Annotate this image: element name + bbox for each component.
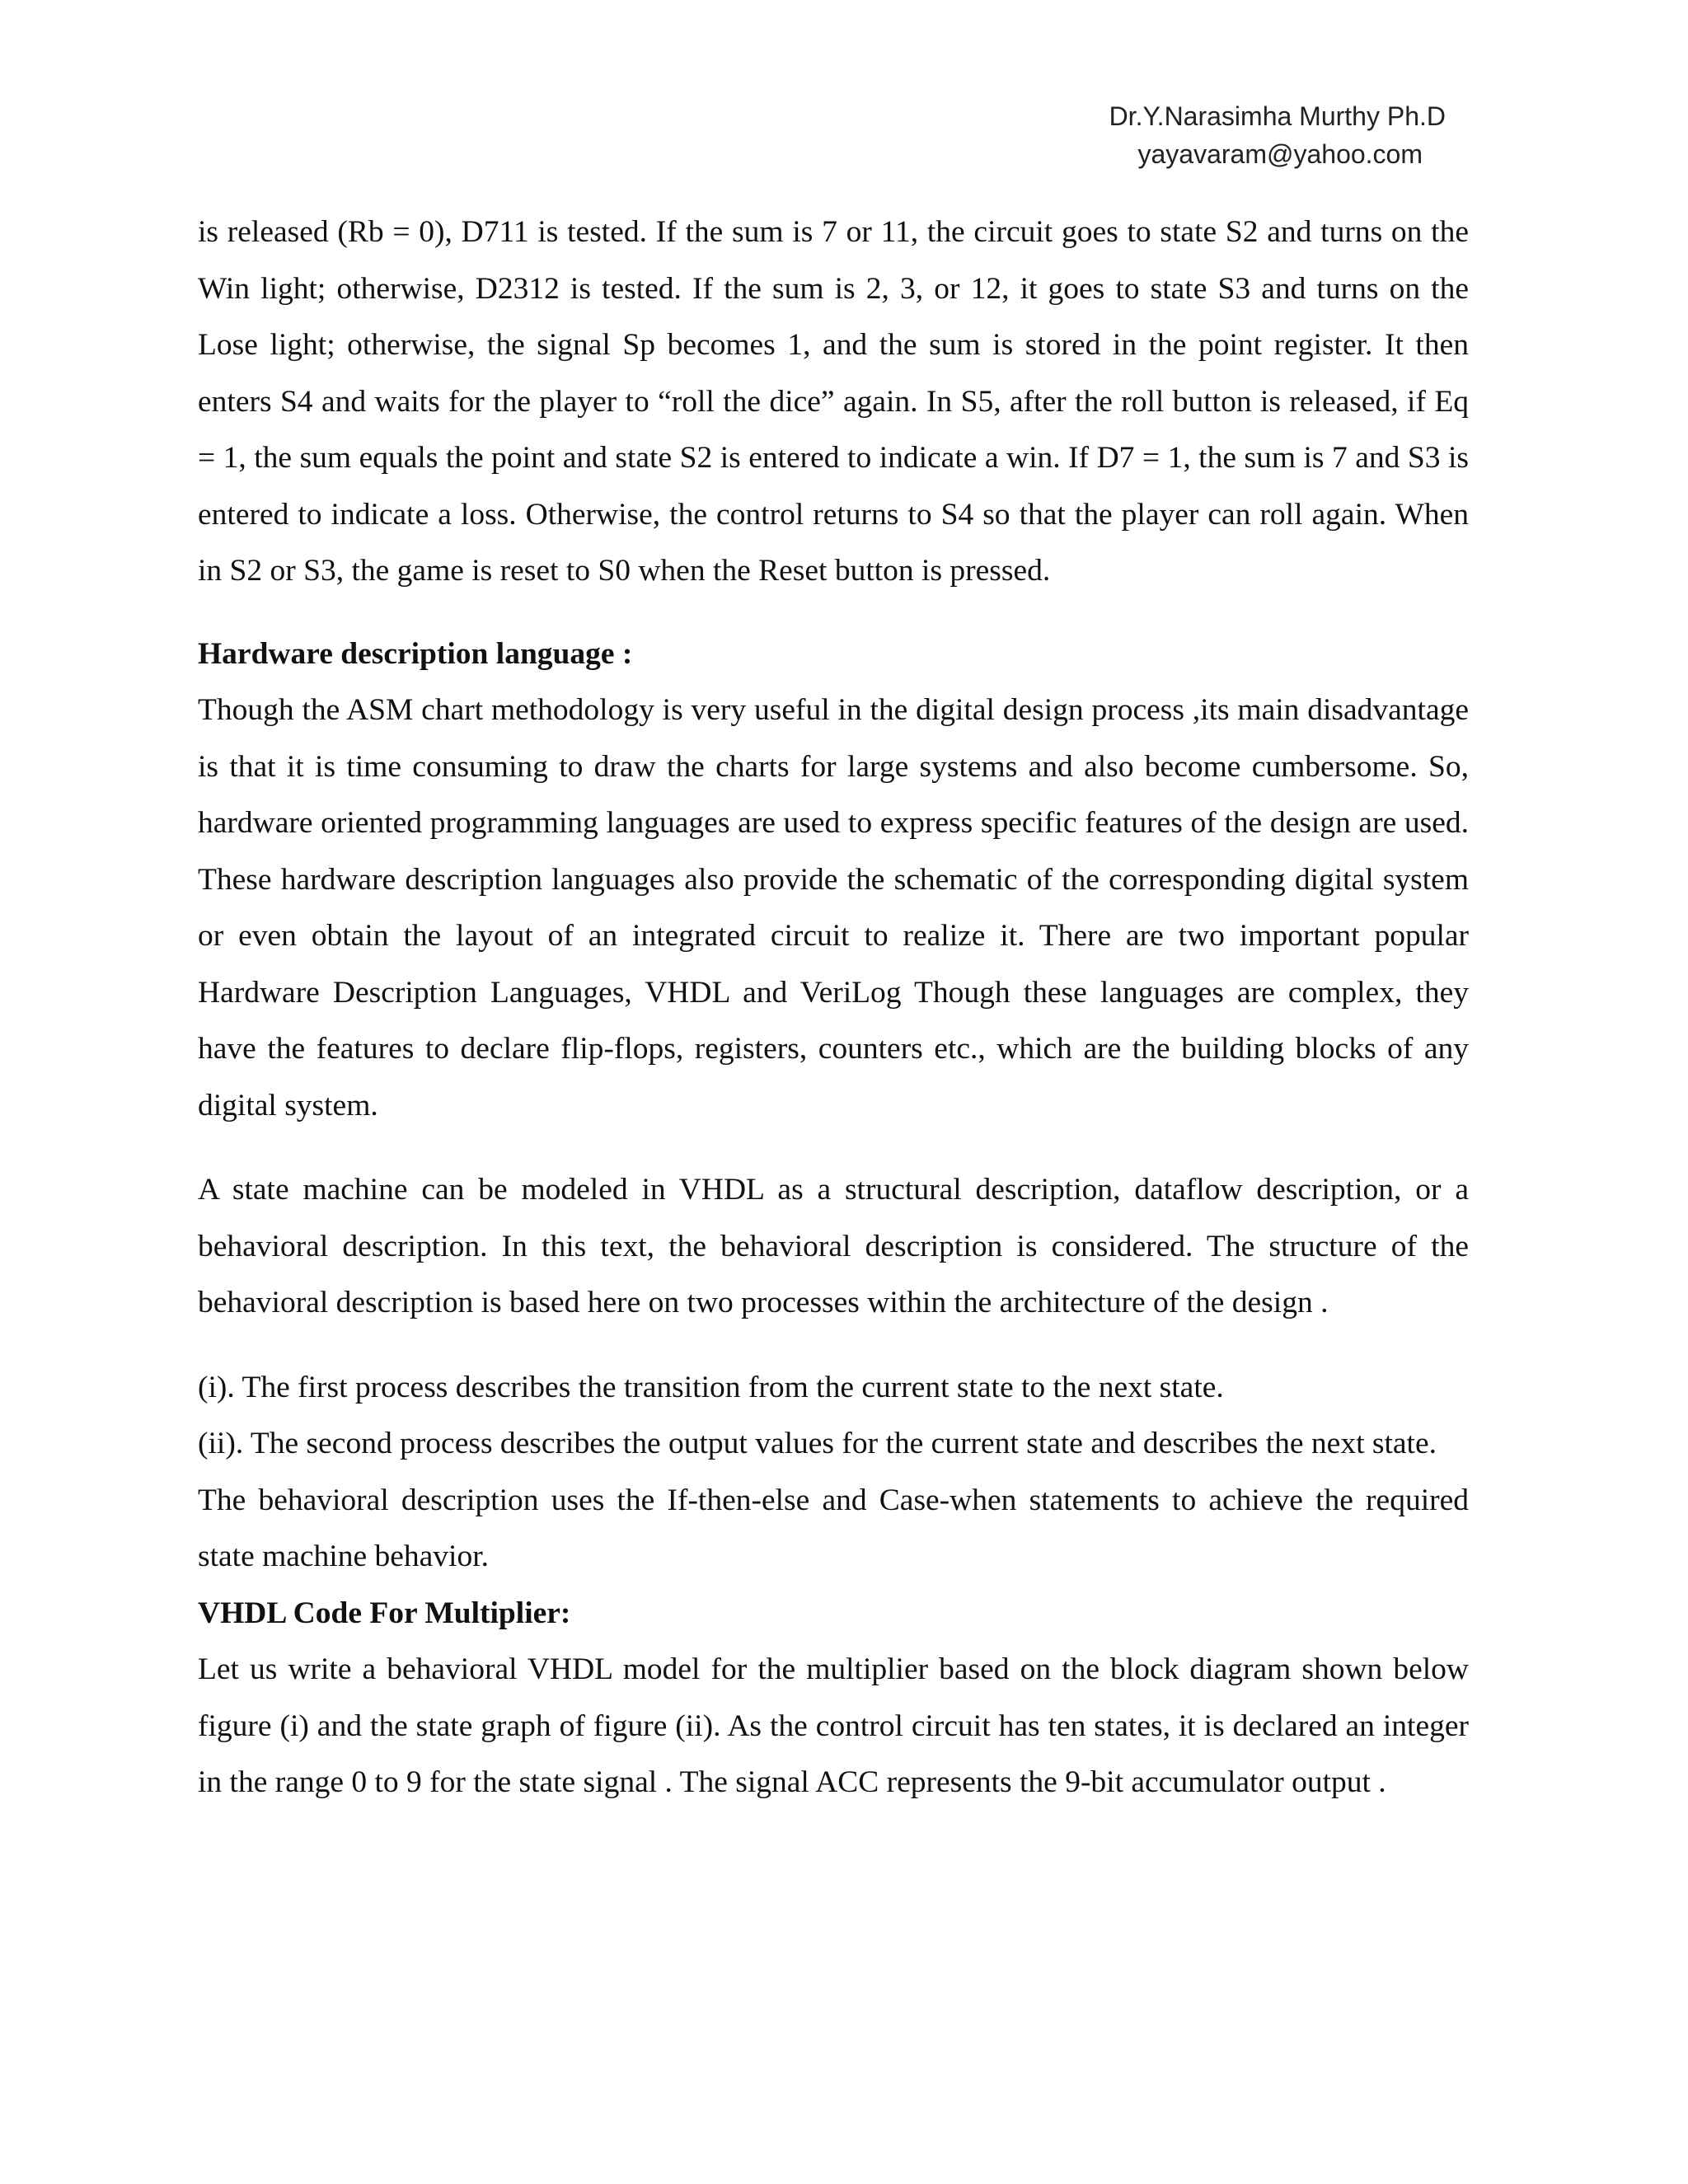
vhdl-heading: VHDL Code For Multiplier: (198, 1596, 571, 1630)
document-body (198, 204, 1469, 1811)
behavioral-paragraph: The behavioral description uses the If-then-else and Case-when statements to achieve the required state machine behavior. (198, 1483, 1469, 1573)
hdl-paragraph: Though the ASM chart methodology is very useful in the digital design process ,its main disadvantage is that it is time consuming to draw the charts for large systems and also become cumbersome. So, hardware oriented programming languages are used to express specific features of the design are used. These hardware description languages also provide the schematic of the corresponding digital system or even obtain the layout of an integrated circuit to realize it. There are two important popular Hardware Description Languages, VHDL and VeriLog Though these languages are complex, they have the features to declare flip-flops, registers, counters etc., which are the building blocks of any digital system. (198, 693, 1469, 1122)
state-machine-paragraph: A state machine can be modeled in VHDL as a structural description, dataflow description, or a behavioral description. In this text, the behavioral description is considered. The structure of the behavioral description is based here on two processes within the architecture of the design . (198, 1173, 1469, 1319)
page-header (1109, 97, 1446, 173)
hdl-heading: Hardware description language : (198, 636, 633, 671)
process-item-ii: (ii). The second process describes the output values for the current state and describes the next state. (198, 1427, 1437, 1460)
intro-paragraph: is released (Rb = 0), D711 is tested. If the sum is 7 or 11, the circuit goes to state S2 and turns on the Win light; otherwise, D2312 is tested. If the sum is 2, 3, or 12, it goes to state S3 and turns on the Lose light; otherwise, the signal Sp becomes 1, and the sum is stored in the point register. It then enters S4 and waits for the player to “roll the dice” again. In S5, after the roll button is released, if Eq = 1, the sum equals the point and state S2 is entered to indicate a win. If D7 = 1, the sum is 7 and S3 is entered to indicate a loss. Otherwise, the control returns to S4 so that the player can roll again. When in S2 or S3, the game is reset to S0 when the Reset button is pressed. (198, 215, 1469, 588)
author-email: yayavaram@yahoo.com (1137, 139, 1423, 169)
vhdl-paragraph: Let us write a behavioral VHDL model for the multiplier based on the block diagram shown below figure (i) and the state graph of figure (ii). As the control circuit has ten states, it is declared an integer in the range 0 to 9 for the state signal . The signal ACC represents the 9-bit accumulator output . (198, 1652, 1469, 1799)
author-name: Dr.Y.Narasimha Murthy Ph.D (1109, 101, 1446, 131)
process-item-i: (i). The first process describes the transition from the current state to the next state. (198, 1370, 1224, 1404)
